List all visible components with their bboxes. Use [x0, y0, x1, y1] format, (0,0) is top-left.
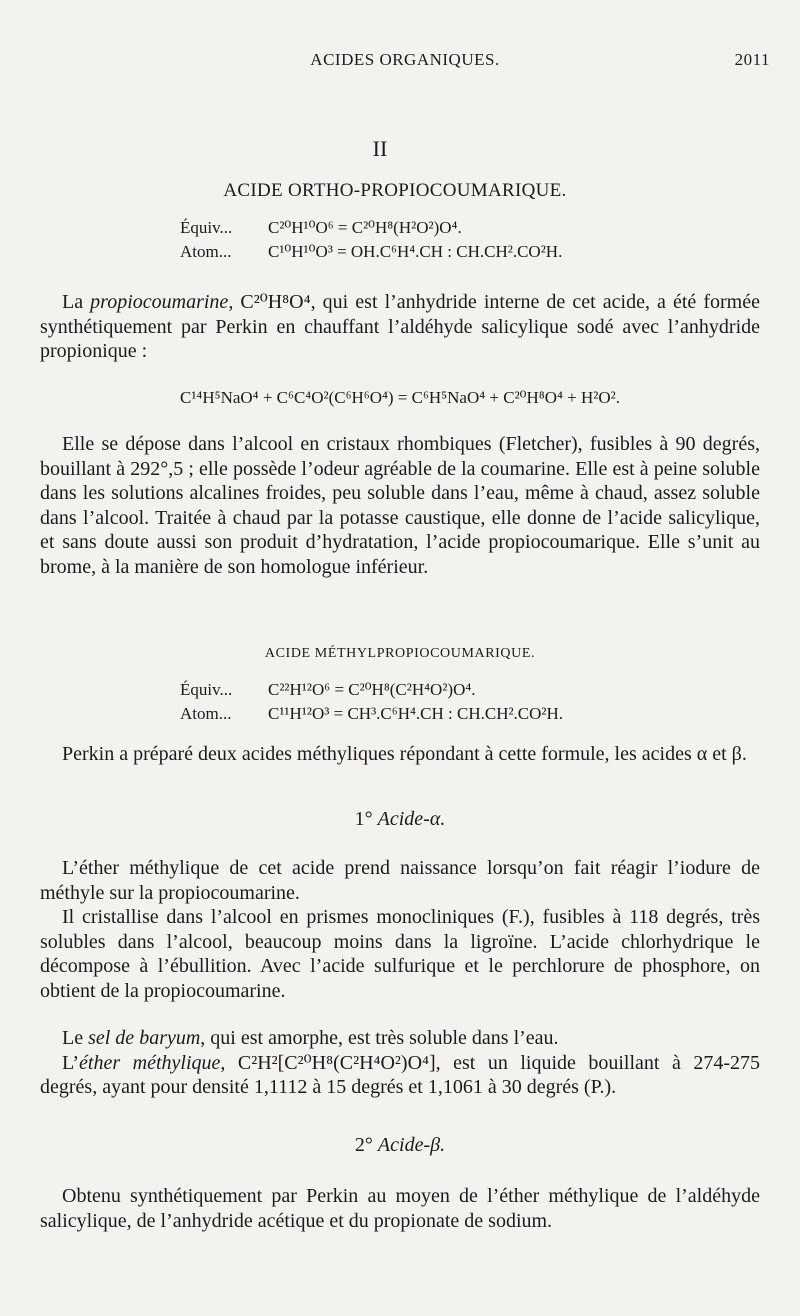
subheading-number: 1° — [354, 808, 373, 830]
italic-term: sel de baryum — [88, 1027, 201, 1049]
formula-equiv — [180, 678, 563, 702]
reaction-equation: C¹⁴H⁵NaO⁴ + C⁶C⁴O²(C⁶H⁶O⁴) = C⁶H⁵NaO⁴ + C²⁰H⁸O⁴ + H²O². — [180, 388, 620, 407]
text-run: La — [62, 291, 91, 313]
formula-value: C²⁰H¹⁰O⁶ = C²⁰H⁸(H²O²)O⁴. — [268, 218, 462, 237]
paragraph-methyl-acids — [40, 742, 760, 767]
subheading-name: Acide-α. — [377, 808, 446, 830]
subheading-name: Acide-β. — [377, 1134, 446, 1156]
formula-label: Équiv... — [180, 680, 233, 699]
paragraph-text: Obtenu synthétiquement par Perkin au moyen de l’éther méthylique de l’aldéhyde salicylique, de l’anhydride acétique et du propionate de sodium. — [40, 1185, 760, 1232]
section-number: II — [372, 136, 388, 161]
paragraph-properties — [40, 432, 760, 579]
formula-value: C²²H¹²O⁶ = C²⁰H⁸(C²H⁴O²)O⁴. — [268, 680, 476, 699]
alpha-section — [40, 856, 760, 1003]
paragraph-text: Elle se dépose dans l’alcool en cristaux rhombiques (Fletcher), fusibles à 90 degrés, bouillant à 292°,5 ; elle possède l’odeur agréable de la coumarine. Elle est à peine soluble dans les solutions alcalines froides, peu soluble dans l’eau, même à chaud, assez soluble dans l’alcool. Traitée à chaud par la potasse caustique, elle donne de l’acide salicylique, et sans doute aussi son produit d’hydratation, l’acide propiocoumarique. Elle s’unit au brome, à la manière de son homologue inférieur. — [40, 433, 760, 578]
formula-block-2 — [180, 678, 563, 726]
formula-label: Atom... — [180, 704, 232, 723]
formula-label: Atom... — [180, 242, 232, 261]
italic-term: propiocoumarine — [90, 291, 229, 313]
page-header — [40, 50, 770, 78]
formula-atom — [180, 702, 563, 726]
text-run: Le — [62, 1027, 89, 1049]
text-run: , qui est amorphe, est très soluble dans l’eau. — [200, 1027, 559, 1049]
running-title: ACIDES ORGANIQUES. — [310, 50, 500, 69]
italic-term: éther méthylique — [79, 1051, 221, 1074]
text-run: L’ — [62, 1051, 80, 1074]
subheading-number: 2° — [354, 1134, 373, 1156]
subheading-alpha — [0, 808, 800, 831]
beta-section — [40, 1184, 760, 1233]
paragraph-propiocoumarine — [40, 290, 760, 364]
paragraph-text: L’éther méthylique de cet acide prend naissance lorsqu’on fait réagir l’iodure de méthyle sur la propiocoumarine. — [40, 857, 760, 904]
formula-block — [180, 216, 562, 264]
formula-label: Équiv... — [180, 218, 233, 237]
formula-atom — [180, 240, 562, 264]
paragraph-text: Perkin a préparé deux acides méthyliques répondant à cette formule, les acides α et β. — [62, 743, 747, 765]
paragraph-text: Il cristallise dans l’alcool en prismes monocliniques (F.), fusibles à 118 degrés, très solubles dans l’alcool, beaucoup moins dans la ligroïne. L’acide chlorhydrique le décompose à l’ébullition. Avec l’acide sulfurique et le perchlorure de phosphore, on obtient de la propiocoumarine. — [40, 906, 760, 1002]
subheading-beta — [0, 1134, 800, 1157]
formula-value: C¹⁰H¹⁰O³ = OH.C⁶H⁴.CH : CH.CH².CO²H. — [268, 242, 563, 261]
text-run: , C²H²[C²⁰H⁸(C²H⁴O²)O⁴], est un liquide bouillant à 274-275 degrés, ayant pour densité 1,1112 à 15 degrés et 1,1061 à 30 degrés (P.). — [40, 1051, 760, 1098]
section2-title: ACIDE MÉTHYLPROPIOCOUMARIQUE. — [264, 646, 536, 661]
formula-equiv — [180, 216, 562, 240]
section-title: ACIDE ORTHO-PROPIOCOUMARIQUE. — [223, 180, 567, 201]
salts-section — [40, 1026, 760, 1100]
text-run: , C²⁰H⁸O⁴, qui est l’anhydride interne de cet acide, a été formée synthétiquement par Perkin en chauffant l’aldéhyde salicylique sodé avec l’anhydride propionique : — [40, 291, 760, 362]
formula-value: C¹¹H¹²O³ = CH³.C⁶H⁴.CH : CH.CH².CO²H. — [268, 704, 564, 723]
page-number: 2011 — [734, 50, 770, 69]
